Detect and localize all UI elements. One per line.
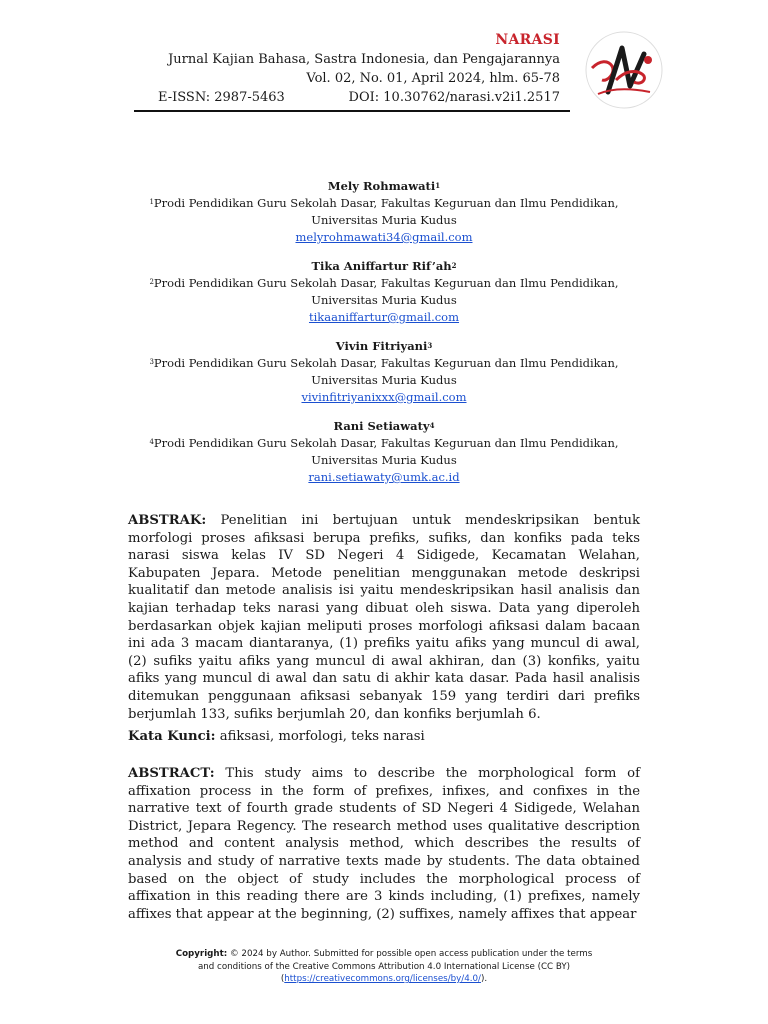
issn-doi-row bbox=[130, 88, 560, 107]
author-name: Mely Rohmawati$^1$ bbox=[327, 179, 441, 193]
author-affiliation: $^3$Prodi Pendidikan Guru Sekolah Dasar, Fakultas Keguruan dan Ilmu Pendidikan, bbox=[149, 356, 619, 370]
copyright-label: Copyright: bbox=[175, 949, 228, 959]
journal-volume: Vol. 02, No. 01, April 2024, hlm. 65-78 bbox=[306, 71, 560, 86]
journal-header bbox=[130, 30, 560, 107]
keywords-text: afiksasi, morfologi, teks narasi bbox=[219, 729, 425, 744]
license-link[interactable]: https://creativecommons.org/licenses/by/4.0/ bbox=[284, 974, 481, 984]
author-affiliation: $^1$Prodi Pendidikan Guru Sekolah Dasar, Fakultas Keguruan dan Ilmu Pendidikan, bbox=[149, 196, 619, 210]
author-email-link[interactable]: tikaaniffartur@gmail.com bbox=[308, 310, 460, 324]
header-divider bbox=[134, 110, 570, 112]
author-affiliation: $^2$Prodi Pendidikan Guru Sekolah Dasar, Fakultas Keguruan dan Ilmu Pendidikan, bbox=[149, 276, 619, 290]
abstract-text: This study aims to describe the morphological form of affixation process in the form of prefixes, infixes, and confixes in the narrative text of fourth grade students of SD Negeri 4 Sidigede, Welahan District, Jepara Regency. The research method uses qualitative description method and content analysis method, which describes the results of analysis and study of narrative texts made by students. The data obtained based on the object of study includes the morphological process of affixation in this reading there are 3 kinds including, (1) prefixes, namely affixes that appear at the beginning, (2) suffixes, namely affixes that appear bbox=[128, 766, 640, 922]
author-university: Universitas Muria Kudus bbox=[311, 293, 457, 307]
author-name: Rani Setiawaty$^4$ bbox=[333, 419, 435, 433]
abstract-paragraph bbox=[128, 765, 640, 923]
abstract-label: ABSTRACT: bbox=[128, 766, 215, 781]
author-email-link[interactable]: rani.setiawaty@umk.ac.id bbox=[308, 470, 460, 484]
keywords-label: Kata Kunci: bbox=[128, 729, 216, 744]
narasi-journal-logo-icon bbox=[578, 30, 666, 110]
keywords-line bbox=[128, 728, 640, 746]
eissn: E-ISSN: 2987-5463 bbox=[158, 90, 285, 105]
doi: DOI: 10.30762/narasi.v2i1.2517 bbox=[348, 90, 560, 105]
abstrak-text: Penelitian ini bertujuan untuk mendeskripsikan bentuk morfologi proses afiksasi berupa prefiks, sufiks, dan konfiks pada teks narasi siswa kelas IV SD Negeri 4 Sidigede, Kecamatan Welahan, Kabupaten Jepara. Metode penelitian menggunakan metode deskripsi kualitatif dan metode analisis isi yaitu mendeskripsikan hasil analisis dan kajian terhadap teks narasi yang dibuat oleh siswa. Data yang diperoleh berdasarkan objek kajian meliputi proses morfologi afiksasi dalam bacaan ini ada 3 macam diantaranya, (1) prefiks yaitu afiks yang muncul di awal, (2) sufiks yaitu afiks yang muncul di awal akhiran, dan (3) konfiks, yaitu afiks yang muncul di awal dan satu di akhir kata dasar. Pada hasil analisis ditemukan penggunaan afiksasi sebanyak 159 yang terdiri dari prefiks berjumlah 133, sufiks berjumlah 20, dan konfiks berjumlah 6. bbox=[128, 513, 640, 722]
author-name: Tika Aniffartur $Rif’ah^2$ bbox=[311, 259, 457, 273]
copyright-notice bbox=[128, 948, 640, 986]
author-affiliation: $^4$Prodi Pendidikan Guru Sekolah Dasar, Fakultas Keguruan dan Ilmu Pendidikan, bbox=[149, 436, 619, 450]
author-block bbox=[100, 418, 668, 486]
author-university: Universitas Muria Kudus bbox=[311, 373, 457, 387]
copyright-line-1: Copyright: © 2024 by Author. Submitted for possible open access publication under the terms bbox=[175, 949, 593, 959]
author-university: Universitas Muria Kudus bbox=[311, 213, 457, 227]
author-block bbox=[100, 258, 668, 326]
author-university: Universitas Muria Kudus bbox=[311, 453, 457, 467]
author-name: Vivin Fitriyani$^3$ bbox=[335, 339, 433, 353]
author-list bbox=[100, 178, 668, 498]
copyright-line-3: (https://creativecommons.org/licenses/by/4.0/). bbox=[280, 974, 488, 984]
copyright-line-2: and conditions of the Creative Commons Attribution 4.0 International License (CC BY) bbox=[197, 961, 571, 972]
journal-title: Jurnal Kajian Bahasa, Sastra Indonesia, dan Pengajarannya bbox=[168, 52, 560, 67]
journal-brand: NARASI bbox=[495, 32, 560, 48]
author-block bbox=[100, 338, 668, 406]
author-block bbox=[100, 178, 668, 246]
abstrak-paragraph bbox=[128, 512, 640, 723]
author-email-link[interactable]: vivinfitriyanixxx@gmail.com bbox=[301, 390, 467, 404]
abstrak-label: ABSTRAK: bbox=[128, 513, 207, 528]
author-email-link[interactable]: melyrohmawati34@gmail.com bbox=[295, 230, 473, 244]
